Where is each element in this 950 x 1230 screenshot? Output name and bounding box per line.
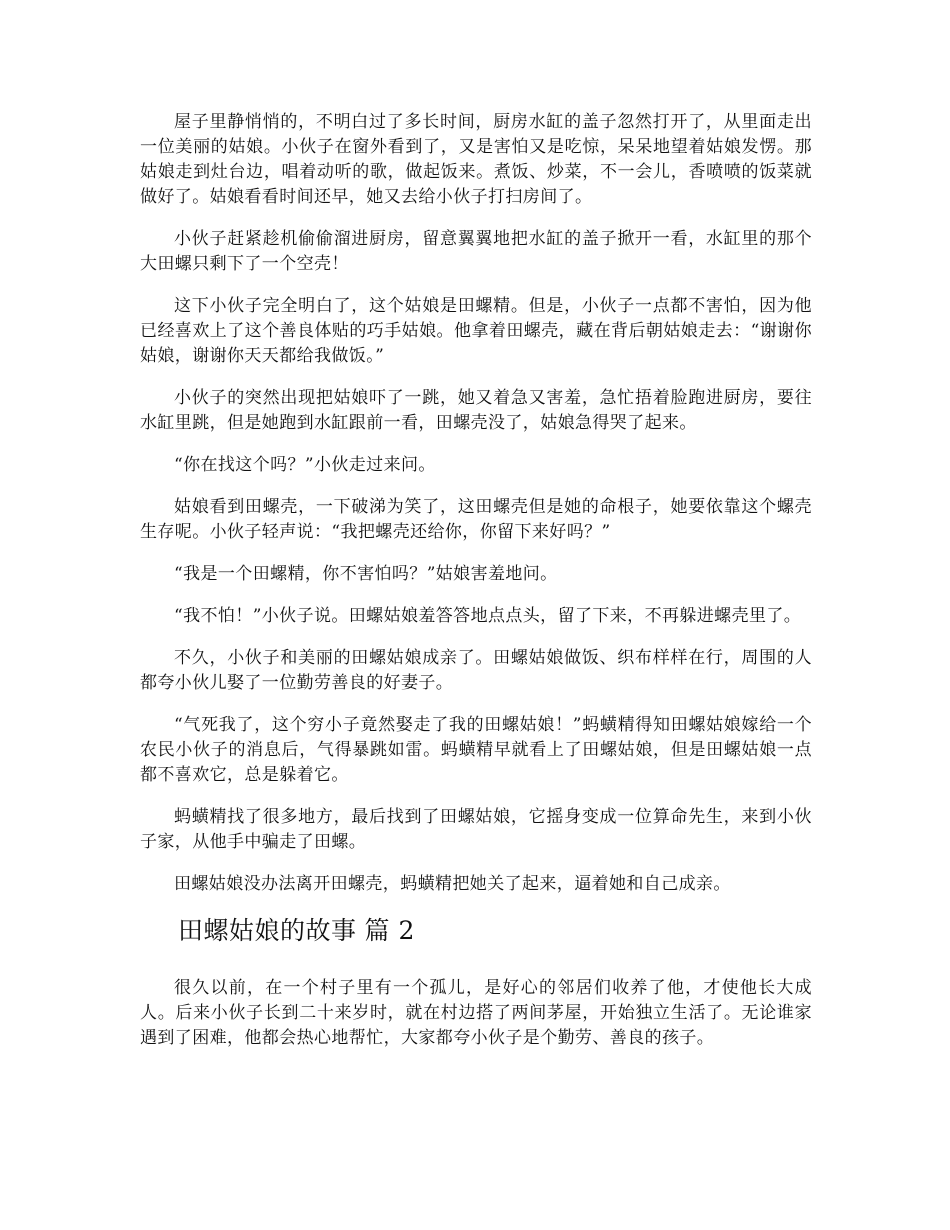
paragraph: 屋子里静悄悄的，不明白过了多长时间，厨房水缸的盖子忽然打开了，从里面走出一位美丽的姑娘。小伙子在窗外看到了，又是害怕又是吃惊，呆呆地望着姑娘发愣。那姑娘走到灶台边，唱着动听的歌，做起饭来。煮饭、炒菜，不一会儿，香喷喷的饭菜就做好了。姑娘看看时间还早，她又去给小伙子打扫房间了。 [140,112,812,207]
paragraph: “我不怕！”小伙子说。田螺姑娘羞答答地点点头，留了下来，不再躲进螺壳里了。 [174,606,802,626]
paragraph: 姑娘看到田螺壳，一下破涕为笑了，这田螺壳但是她的命根子，她要依靠这个螺壳生存呢。小伙子轻声说：“我把螺壳还给你，你留下来好吗？” [140,497,812,542]
paragraph: 这下小伙子完全明白了，这个姑娘是田螺精。但是，小伙子一点都不害怕，因为他已经喜欢上了这个善良体贴的巧手姑娘。他拿着田螺壳，藏在背后朝姑娘走去：“谢谢你姑娘，谢谢你天天都给我做饭。” [140,296,812,366]
paragraph: 不久，小伙子和美丽的田螺姑娘成亲了。田螺姑娘做饭、织布样样在行，周围的人都夸小伙儿娶了一位勤劳善良的好妻子。 [140,648,812,693]
paragraph: 小伙子赶紧趁机偷偷溜进厨房，留意翼翼地把水缸的盖子掀开一看，水缸里的那个大田螺只剩下了一个空壳！ [140,229,812,274]
paragraph: “我是一个田螺精，你不害怕吗？”姑娘害羞地问。 [174,564,558,584]
paragraph: “气死我了，这个穷小子竟然娶走了我的田螺姑娘！”蚂蟥精得知田螺姑娘嫁给一个农民小伙子的消息后，气得暴跳如雷。蚂蟥精早就看上了田螺姑娘，但是田螺姑娘一点都不喜欢它，总是躲着它。 [140,715,812,785]
paragraph: 田螺姑娘没办法离开田螺壳，蚂蟥精把她关了起来，逼着她和自己成亲。 [174,874,731,894]
section-title: 田螺姑娘的故事 [178,916,357,945]
document-page [140,110,812,1068]
paragraph: 小伙子的突然出现把姑娘吓了一跳，她又着急又害羞，急忙捂着脸跑进厨房，要往水缸里跳，但是她跑到水缸跟前一看，田螺壳没了，姑娘急得哭了起来。 [140,388,812,433]
section-number: 篇 2 [364,916,415,945]
paragraph: “你在找这个吗？”小伙走过来问。 [174,455,436,475]
paragraph: 蚂蟥精找了很多地方，最后找到了田螺姑娘，它摇身变成一位算命先生，来到小伙子家，从他手中骗走了田螺。 [140,807,812,852]
paragraph: 很久以前，在一个村子里有一个孤儿，是好心的邻居们收养了他，才使他长大成人。后来小伙子长到二十来岁时，就在村边搭了两间茅屋，开始独立生活了。无论谁家遇到了困难，他都会热心地帮忙，大家都夸小伙子是个勤劳、善良的孩子。 [140,978,812,1048]
section-heading [178,914,812,948]
